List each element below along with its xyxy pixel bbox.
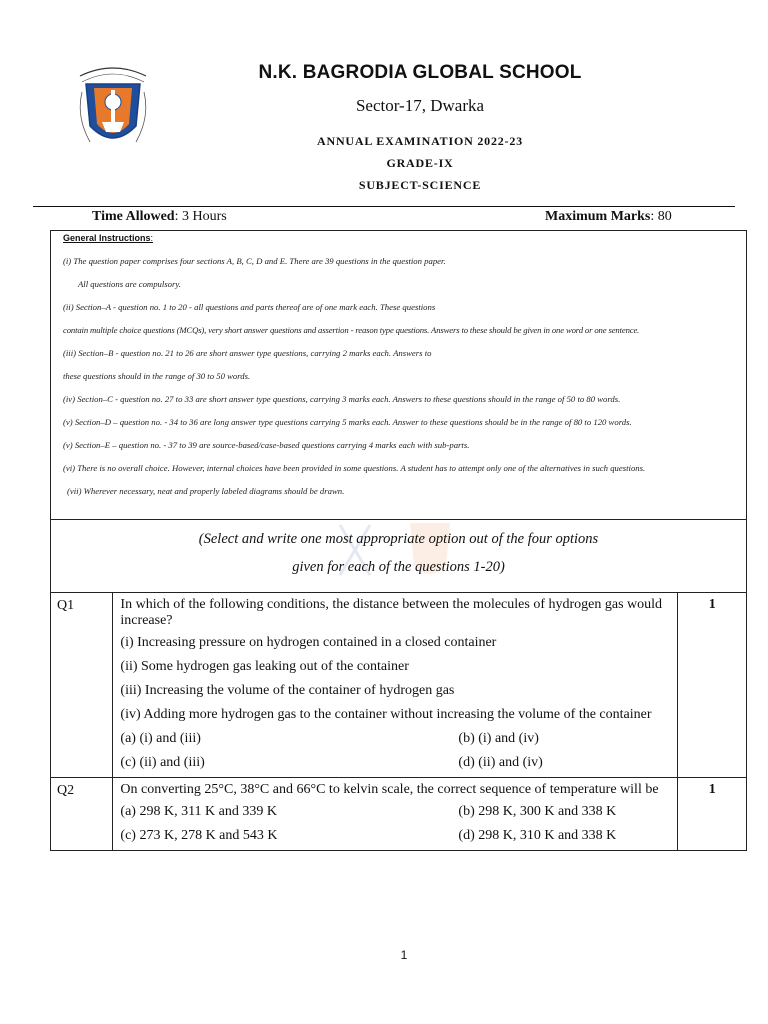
instruction-line: (ii) Section–A - question no. 1 to 20 - all questions and parts thereof are of one mark each. These questions [63, 302, 436, 312]
question-body [113, 593, 678, 778]
instruction-line: (v) Section–E – question no. - 37 to 39 are source-based/case-based questions carrying 4 marks each with sub-parts. [63, 440, 470, 450]
question-row [51, 778, 747, 851]
question-statement: (i) Increasing pressure on hydrogen contained in a closed container [120, 635, 497, 650]
answer-option: (a) 298 K, 311 K and 339 K [120, 804, 277, 819]
instruction-line: (v) Section–D – question no. - 34 to 36 are long answer type questions carrying 5 marks each. Answer to these questions should be in the range of 80 to 120 words. [63, 417, 632, 427]
instruction-line: All questions are compulsory. [78, 279, 181, 289]
question-row [51, 593, 747, 778]
maximum-marks [545, 209, 672, 225]
answer-option: (c) (ii) and (iii) [120, 755, 205, 770]
exam-title: ANNUAL EXAMINATION 2022-23 [317, 134, 523, 148]
instructions-title: General Instructions: [63, 233, 154, 243]
questions-table [50, 519, 747, 851]
instruction-line: (vi) There is no overall choice. However, internal choices have been provided in some questions. A student has to attempt only one of the alternatives in such questions. [63, 463, 646, 473]
question-number: Q2 [51, 778, 113, 851]
page-number: 1 [400, 948, 408, 962]
answer-option: (b) 298 K, 300 K and 338 K [458, 804, 617, 819]
instruction-line: (iii) Section–B - question no. 21 to 26 are short answer type questions, carrying 2 marks each. Answers to [63, 348, 432, 358]
question-statement: (iv) Adding more hydrogen gas to the container without increasing the volume of the container [120, 707, 652, 722]
instruction-line: (vii) Wherever necessary, neat and properly labeled diagrams should be drawn. [67, 486, 345, 496]
answer-options [120, 731, 671, 771]
section-a-heading-line: (Select and write one most appropriate option out of the four options [198, 531, 599, 547]
question-statement: (iii) Increasing the volume of the container of hydrogen gas [120, 683, 455, 698]
time-allowed [92, 209, 227, 225]
school-name: N.K. BAGRODIA GLOBAL SCHOOL [258, 62, 582, 83]
grade-title: GRADE-IX [386, 156, 454, 170]
answer-option: (b) (i) and (iv) [458, 731, 539, 746]
question-marks: 1 [678, 778, 747, 851]
instruction-line: these questions should in the range of 30 to 50 words. [63, 371, 251, 381]
marks-value: : 80 [650, 209, 672, 224]
answer-option: (d) 298 K, 310 K and 338 K [458, 828, 617, 843]
answer-option: (a) (i) and (iii) [120, 731, 201, 746]
question-number: Q1 [51, 593, 113, 778]
question-text: On converting 25°C, 38°C and 66°C to kelvin scale, the correct sequence of temperature will be [120, 782, 659, 797]
header-divider [33, 206, 735, 207]
question-statement: (ii) Some hydrogen gas leaking out of the container [120, 659, 409, 674]
answer-option: (c) 273 K, 278 K and 543 K [120, 828, 278, 843]
instruction-line: (i) The question paper comprises four sections A, B, C, D and E. There are 39 questions in the question paper. [63, 256, 446, 266]
school-logo-icon [74, 62, 152, 154]
time-label: Time Allowed [92, 209, 175, 224]
answer-options [120, 804, 671, 844]
question-text: In which of the following conditions, the distance between the molecules of hydrogen gas would increase? [120, 597, 663, 628]
section-a-heading-line: given for each of the questions 1-20) [292, 559, 505, 575]
question-body [113, 778, 678, 851]
section-a-heading [51, 520, 747, 593]
marks-label: Maximum Marks [545, 209, 651, 224]
instruction-line: (iv) Section–C - question no. 27 to 33 are short answer type questions, carrying 3 marks each. Answers to these questions should in the range of 50 to 80 words. [63, 394, 621, 404]
instruction-line: contain multiple choice questions (MCQs), very short answer questions and assertion - reason type questions. Answers to these should be given in one word or one sentence. [63, 325, 640, 335]
answer-option: (d) (ii) and (iv) [458, 755, 543, 770]
question-marks: 1 [678, 593, 747, 778]
subject-title: SUBJECT-SCIENCE [358, 178, 482, 192]
time-value: : 3 Hours [174, 209, 227, 224]
school-sector: Sector-17, Dwarka [355, 96, 485, 115]
